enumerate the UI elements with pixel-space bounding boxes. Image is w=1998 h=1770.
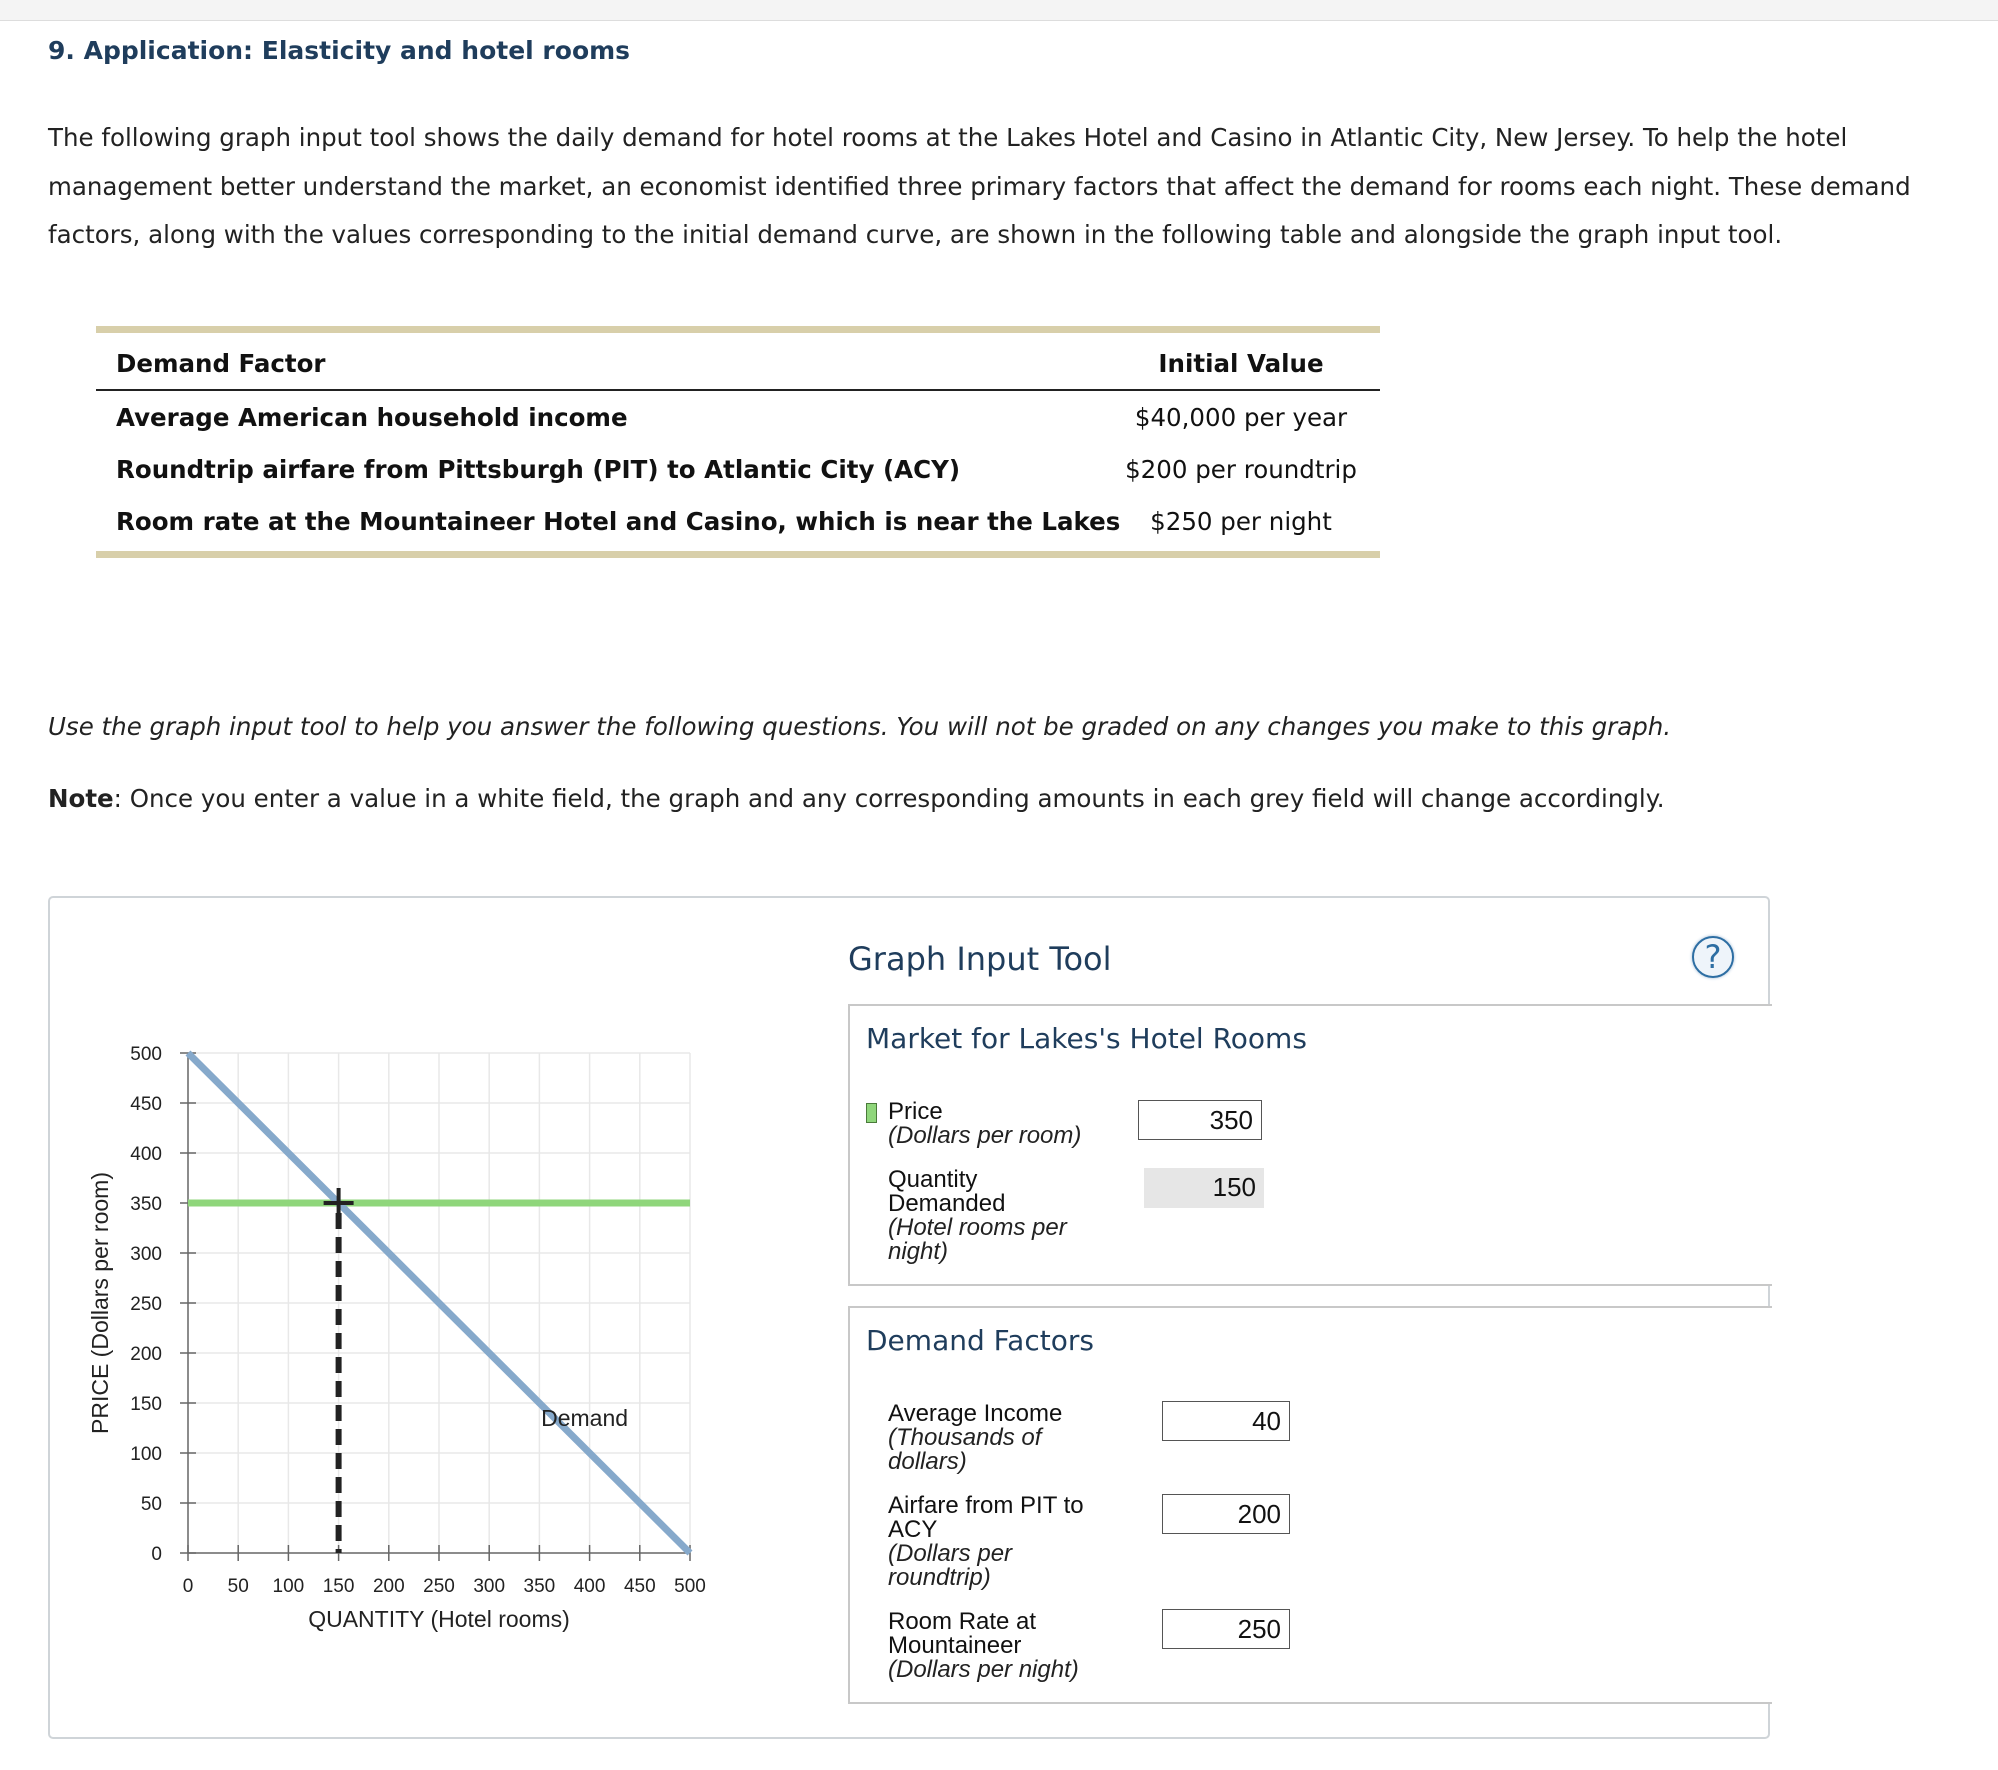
- y-tick-label: 400: [130, 1144, 162, 1165]
- row-factor: Average American household income: [116, 403, 628, 432]
- intro-line: factors, along with the values corresponding to the initial demand curve, are shown in the following table and alongside the graph input tool.: [48, 220, 1783, 249]
- y-tick-label: 200: [130, 1344, 162, 1365]
- x-tick-label: 50: [227, 1576, 249, 1597]
- row-factor: Room rate at the Mountaineer Hotel and Casino, which is near the Lakes: [116, 507, 1121, 536]
- price-label-text: Price: [888, 1098, 943, 1125]
- income-units: (Thousands of: [888, 1424, 1042, 1451]
- y-tick-label: 350: [130, 1194, 162, 1215]
- airfare-input[interactable]: 200: [1162, 1494, 1290, 1534]
- y-tick-label: 50: [140, 1494, 162, 1515]
- graph-input-tool-title: Graph Input Tool: [848, 940, 1112, 978]
- airfare-label: [888, 1494, 1084, 1590]
- note-label: Note: [48, 784, 114, 813]
- income-input[interactable]: 40: [1162, 1401, 1290, 1441]
- x-tick-label: 150: [322, 1576, 355, 1597]
- room-rate-label: [888, 1610, 1079, 1682]
- question-title: 9. Application: Elasticity and hotel rooms: [48, 36, 631, 65]
- price-units: (Dollars per room): [888, 1122, 1082, 1149]
- quantity-demanded-display: 150: [1144, 1168, 1264, 1208]
- y-tick-label: 450: [130, 1094, 162, 1115]
- x-tick-label: 500: [674, 1576, 706, 1597]
- row-value: $40,000 per year: [1134, 403, 1348, 432]
- airfare-units: (Dollars per: [888, 1540, 1013, 1567]
- x-tick-label: 250: [423, 1576, 455, 1597]
- x-tick-label: 350: [523, 1576, 556, 1597]
- intro-line: The following graph input tool shows the daily demand for hotel rooms at the Lakes Hotel and Casino in Atlantic City, New Jersey. To help the hotel: [48, 123, 1848, 152]
- instructions-text: Use the graph input tool to help you answer the following questions. You will not be graded on any changes you make to this graph.: [48, 712, 1672, 741]
- x-tick-label: 0: [182, 1576, 194, 1597]
- y-tick-label: 0: [151, 1544, 162, 1565]
- quantity-label-line: Demanded: [888, 1190, 1006, 1217]
- market-panel-title: Market for Lakes's Hotel Rooms: [866, 1022, 1307, 1055]
- quantity-units: (Hotel rooms per: [888, 1214, 1067, 1241]
- header-demand-factor: Demand Factor: [116, 349, 326, 378]
- x-axis-label: QUANTITY (Hotel rooms): [308, 1606, 570, 1632]
- x-tick-label: 200: [372, 1576, 405, 1597]
- demand-curve-label: Demand: [541, 1405, 629, 1431]
- intro-line: management better understand the market, an economist identified three primary factors that affect the demand for rooms each night. These demand: [48, 171, 1911, 201]
- row-factor: Roundtrip airfare from Pittsburgh (PIT) to Atlantic City (ACY): [116, 455, 961, 484]
- quantity-label: [888, 1168, 1067, 1264]
- y-tick-label: 100: [130, 1444, 162, 1465]
- row-value: $250 per night: [1150, 507, 1332, 536]
- y-tick-label: 250: [130, 1294, 162, 1315]
- quantity-label-line: Quantity: [888, 1166, 978, 1193]
- y-axis-label: PRICE (Dollars per room): [87, 1172, 113, 1434]
- x-tick-label: 300: [473, 1576, 506, 1597]
- row-value: $200 per roundtrip: [1125, 455, 1357, 484]
- income-label: [888, 1402, 1062, 1474]
- price-label: [888, 1100, 1081, 1148]
- income-units: dollars): [888, 1448, 967, 1475]
- room-rate-units: (Dollars per night): [888, 1656, 1079, 1683]
- y-tick-label: 300: [130, 1244, 162, 1265]
- income-label-text: Average Income: [888, 1400, 1063, 1427]
- y-tick-label: 500: [130, 1044, 162, 1065]
- airfare-units: roundtrip): [888, 1564, 991, 1591]
- room-rate-label-line: Room Rate at: [888, 1608, 1037, 1635]
- airfare-label-line: ACY: [888, 1516, 938, 1543]
- price-input[interactable]: 350: [1138, 1100, 1262, 1140]
- airfare-label-line: Airfare from PIT to: [888, 1492, 1084, 1519]
- header-initial-value: Initial Value: [1158, 349, 1324, 378]
- note-body: : Once you enter a value in a white field, the graph and any corresponding amounts in each grey field will change accordingly.: [113, 784, 1665, 813]
- y-tick-label: 150: [130, 1394, 162, 1415]
- help-icon[interactable]: ?: [1692, 936, 1734, 978]
- x-tick-label: 400: [573, 1576, 606, 1597]
- price-line-swatch: [866, 1103, 877, 1123]
- x-tick-label: 450: [623, 1576, 656, 1597]
- room-rate-input[interactable]: 250: [1162, 1609, 1290, 1649]
- quantity-units: night): [888, 1238, 949, 1265]
- x-tick-label: 100: [272, 1576, 305, 1597]
- demand-factors-title: Demand Factors: [866, 1324, 1094, 1357]
- room-rate-label-line: Mountaineer: [888, 1632, 1022, 1659]
